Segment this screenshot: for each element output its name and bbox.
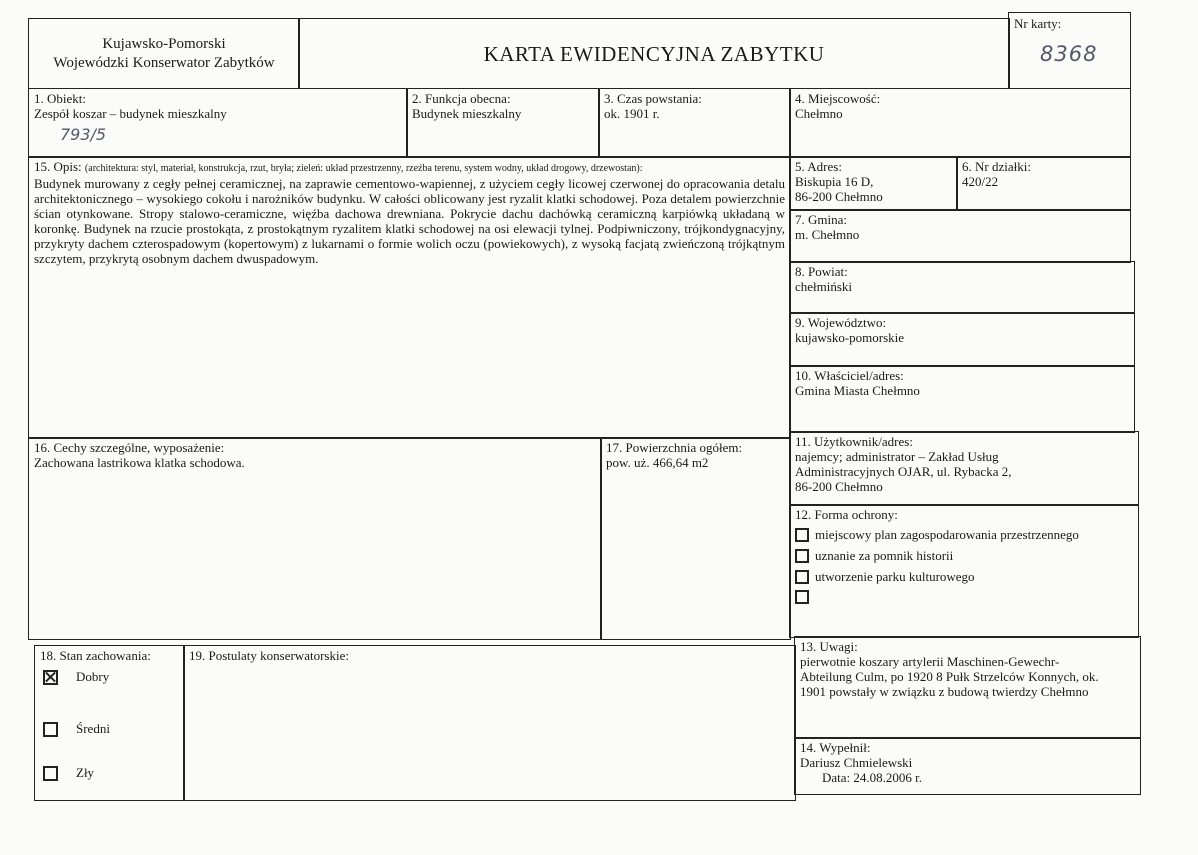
field-voivodeship-value: kujawsko-pomorskie: [795, 330, 905, 345]
field-date: [598, 88, 791, 158]
field-locality-label: 4. Miejscowość:: [795, 91, 881, 106]
field-commune-label: 7. Gmina:: [795, 212, 847, 227]
checkbox-icon[interactable]: [795, 590, 809, 604]
field-address: [789, 156, 958, 211]
field-owner-value: Gmina Miasta Chełmno: [795, 383, 920, 398]
field-user-label: 11. Użytkownik/adres:: [795, 434, 913, 449]
field-address-line1: Biskupia 16 D,: [795, 174, 874, 189]
office-line2: Wojewódzki Konserwator Zabytków: [53, 55, 275, 71]
field-plot-number: [956, 156, 1131, 211]
checked-checkbox-icon[interactable]: [43, 670, 58, 685]
page-title-cell: [298, 18, 1010, 89]
field-description-label: 15. Opis:: [34, 159, 82, 174]
field-protection: [789, 504, 1139, 638]
field-area-value: pow. uż. 466,64 m2: [606, 455, 709, 470]
field-county-label: 8. Powiat:: [795, 264, 848, 279]
field-locality: [789, 88, 1131, 158]
field-commune-value: m. Chełmno: [795, 227, 860, 242]
field-condition: [34, 645, 185, 801]
field-postulates-label: 19. Postulaty konserwatorskie:: [189, 648, 349, 663]
field-object-handwritten: 793/5: [60, 125, 107, 144]
field-date-label: 3. Czas powstania:: [604, 91, 702, 106]
field-user-line2: Administracyjnych OJAR, ul. Rybacka 2,: [795, 464, 1012, 479]
checkbox-icon[interactable]: [795, 549, 809, 563]
field-notes-line1: pierwotnie koszary artylerii Maschinen-Gewechr-: [800, 654, 1060, 669]
field-object-label: 1. Obiekt:: [34, 91, 86, 106]
office-name: [28, 18, 300, 89]
field-function-value: Budynek mieszkalny: [412, 106, 522, 121]
field-county-value: chełmiński: [795, 279, 853, 294]
field-owner: [789, 365, 1135, 433]
field-features-label: 16. Cechy szczególne, wyposażenie:: [34, 440, 225, 455]
field-plot-number-value: 420/22: [962, 174, 999, 189]
field-address-label: 5. Adres:: [795, 159, 842, 174]
field-owner-label: 10. Właściciel/adres:: [795, 368, 904, 383]
field-notes-line3: 1901 powstały w związku z budową twierdzy Chełmno: [800, 684, 1089, 699]
condition-option-medium[interactable]: [43, 721, 110, 737]
office-line1: Kujawsko-Pomorski: [102, 36, 226, 52]
field-features-value: Zachowana lastrikowa klatka schodowa.: [34, 455, 245, 470]
field-object: [28, 88, 408, 158]
field-date-value: ok. 1901 r.: [604, 106, 660, 121]
protection-option-plan[interactable]: [795, 527, 1133, 543]
field-description: [28, 156, 791, 439]
field-notes-line2: Abteilung Culm, po 1920 8 Pułk Strzelców Konnych, ok.: [800, 669, 1099, 684]
field-object-value: Zespół koszar – budynek mieszkalny: [34, 106, 227, 121]
protection-option-plan-label: miejscowy plan zagospodarowania przestrzennego: [815, 527, 1079, 542]
checkbox-icon[interactable]: [795, 528, 809, 542]
field-locality-value: Chełmno: [795, 106, 843, 121]
field-plot-number-label: 6. Nr działki:: [962, 159, 1031, 174]
condition-option-bad-label: Zły: [76, 765, 95, 780]
checkbox-icon[interactable]: [43, 766, 58, 781]
checkbox-icon[interactable]: [43, 722, 58, 737]
field-filled-by-label: 14. Wypełnił:: [800, 740, 871, 755]
field-area: [600, 437, 791, 640]
field-address-line2: 86-200 Chełmno: [795, 189, 883, 204]
protection-option-other[interactable]: [795, 590, 1133, 604]
field-user: [789, 431, 1139, 506]
field-notes: [794, 636, 1141, 739]
field-protection-label: 12. Forma ochrony:: [795, 507, 898, 522]
protection-option-monument-label: uznanie za pomnik historii: [815, 548, 954, 563]
field-filled-by: [794, 737, 1141, 795]
condition-option-medium-label: Średni: [76, 721, 110, 736]
field-function-label: 2. Funkcja obecna:: [412, 91, 511, 106]
card-number-cell: [1008, 12, 1131, 89]
field-commune: [789, 209, 1131, 263]
field-user-line1: najemcy; administrator – Zakład Usług: [795, 449, 999, 464]
card-number-value: 8368: [1040, 42, 1098, 66]
field-description-hint: (architektura: styl, materiał, konstrukcja, rzut, bryła; zieleń: układ przestrzenny, rzeźba terenu, system wodny, układ drogowy, drzewostan):: [84, 163, 643, 174]
field-voivodeship: [789, 312, 1135, 367]
field-features: [28, 437, 602, 640]
field-postulates: [183, 645, 796, 801]
protection-option-monument[interactable]: [795, 548, 1133, 564]
field-description-text: Budynek murowany z cegły pełnej ceramicznej, na zaprawie cementowo-wapiennej, z użyciem cegły licowej czerwonej do opracowania detalu architektonicznego – wysokiego cokołu i narożników budynku. W całości oblicowany jest ryzalit klatki schodowej. Poza detalem powierzchnie ścian otynkowane. Stropy stalowo-ceramiczne, więźba dachowa drewniana. Pokrycie dachu dachówką ceramiczną karpiówką układaną w koronkę. Budynek na rzucie prostokąta, z prostokątnym ryzalitem klatki schodowej na osi elewacji tylnej. Podpiwniczony, trójkondygnacyjny, przykryty dachem czterospadowym (kopertowym) z lukarnami o formie wolich oczu (powiekowych), z wysoką facjatą zwieńczoną trójkątnym szczytem, przykrytą osobnym dachem dwuspadowym.: [34, 176, 785, 266]
field-filled-by-date: Data: 24.08.2006 r.: [822, 770, 923, 785]
page-title: KARTA EWIDENCYJNA ZABYTKU: [483, 42, 825, 66]
field-filled-by-name: Dariusz Chmielewski: [800, 755, 913, 770]
field-condition-label: 18. Stan zachowania:: [40, 648, 151, 663]
field-county: [789, 261, 1135, 314]
field-voivodeship-label: 9. Województwo:: [795, 315, 887, 330]
field-area-label: 17. Powierzchnia ogółem:: [606, 440, 743, 455]
card-number-label: Nr karty:: [1014, 16, 1062, 31]
field-notes-label: 13. Uwagi:: [800, 639, 858, 654]
protection-option-park-label: utworzenie parku kulturowego: [815, 569, 975, 584]
field-function: [406, 88, 600, 158]
checkbox-icon[interactable]: [795, 570, 809, 584]
condition-option-bad[interactable]: [43, 765, 94, 781]
condition-option-good-label: Dobry: [76, 669, 110, 684]
condition-option-good[interactable]: [43, 669, 109, 685]
protection-option-park[interactable]: [795, 569, 1133, 585]
field-user-line3: 86-200 Chełmno: [795, 479, 883, 494]
